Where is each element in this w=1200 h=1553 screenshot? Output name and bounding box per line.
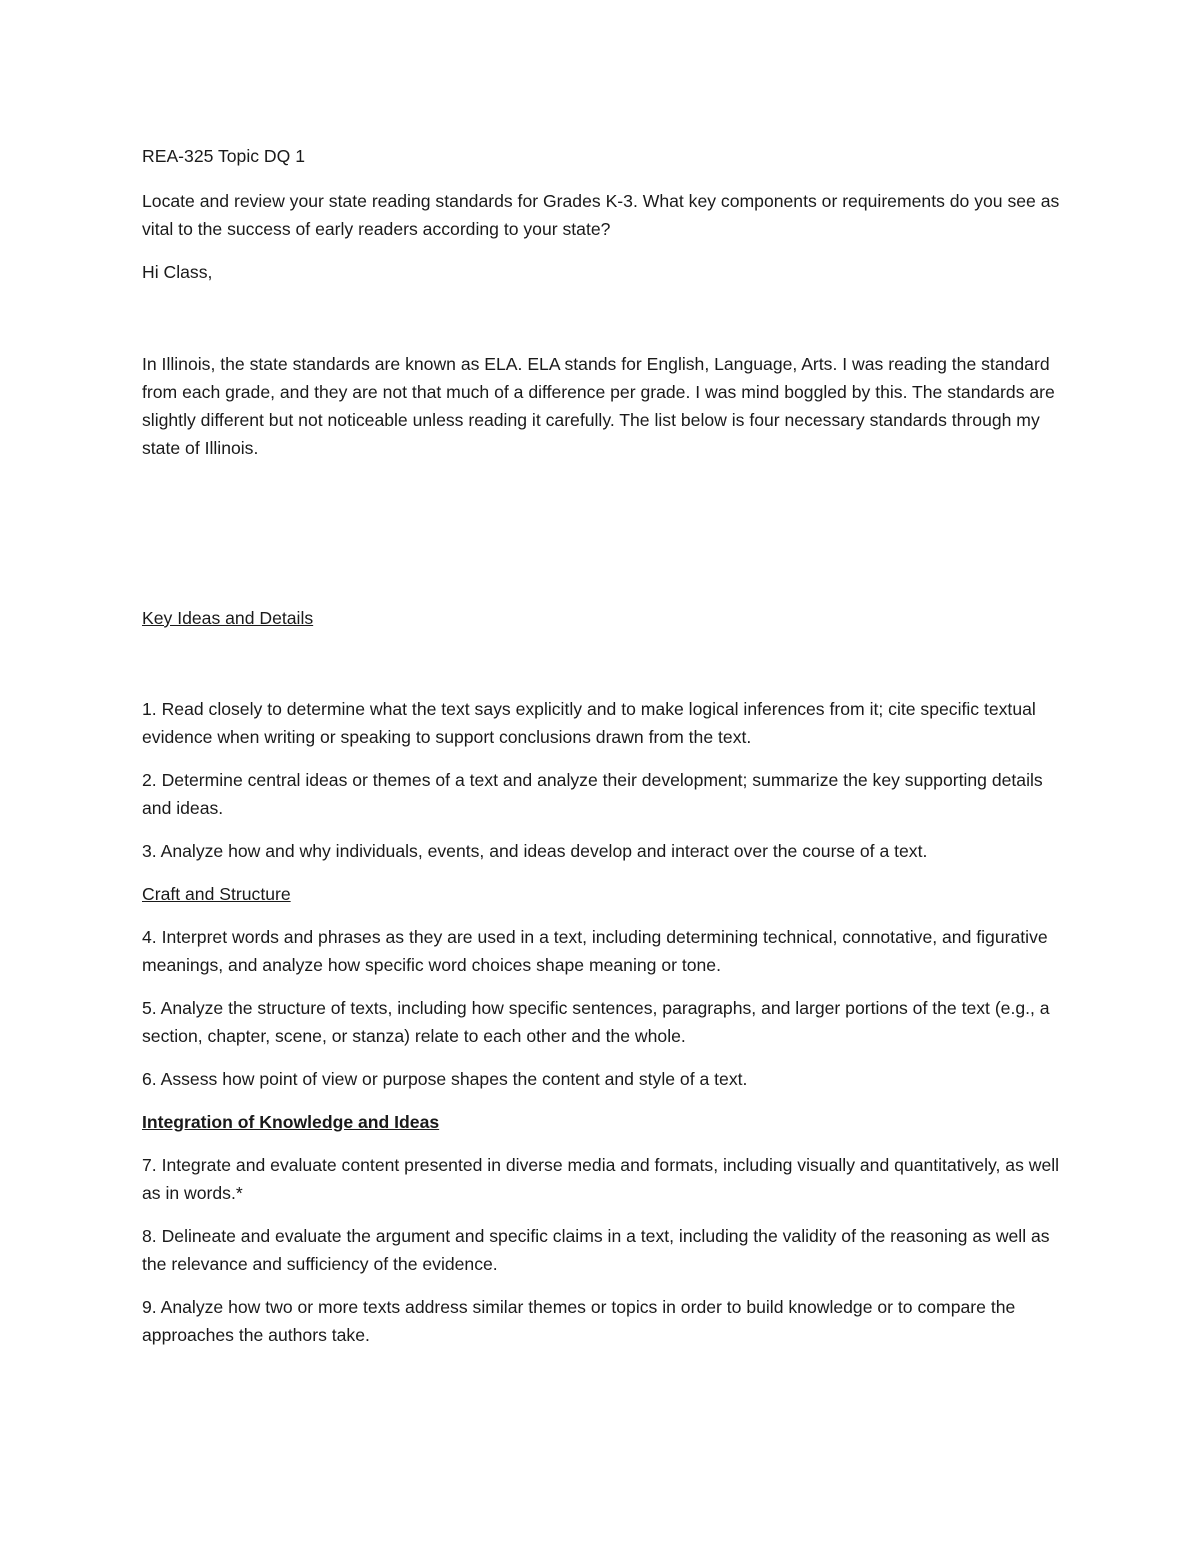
standard-number: 4. <box>142 927 157 947</box>
standard-item-9 <box>142 1293 1067 1349</box>
standard-text: Integrate and evaluate content presented in diverse media and formats, including visually and quantitatively, as well as in words.* <box>142 1155 1060 1203</box>
standard-text: Determine central ideas or themes of a text and analyze their development; summarize the key supporting details and ideas. <box>142 770 1043 818</box>
standard-number: 9. <box>142 1297 157 1317</box>
discussion-prompt: Locate and review your state reading standards for Grades K-3. What key components or requirements do you see as vital to the success of early readers according to your state? <box>142 191 1060 239</box>
standard-number: 7. <box>142 1155 157 1175</box>
standard-text: Assess how point of view or purpose shapes the content and style of a text. <box>156 1069 748 1089</box>
standard-number: 5. <box>142 998 157 1018</box>
section-heading-craft-structure: Craft and Structure <box>142 884 291 904</box>
standard-text: Read closely to determine what the text says explicitly and to make logical inferences from it; cite specific textual evidence when writing or speaking to support conclusions drawn from the text. <box>142 699 1036 747</box>
standard-item-6 <box>142 1065 1067 1093</box>
document-title: REA-325 Topic DQ 1 <box>142 146 305 166</box>
standard-text: Analyze the structure of texts, including how specific sentences, paragraphs, and larger portions of the text (e.g., a section, chapter, scene, or stanza) relate to each other and the whole. <box>142 998 1050 1046</box>
standard-item-3 <box>142 837 1067 865</box>
standard-item-2 <box>142 766 1067 822</box>
standard-number: 6. <box>142 1069 157 1089</box>
standard-text: Analyze how and why individuals, events, and ideas develop and interact over the course of a text. <box>156 841 928 861</box>
standard-item-7 <box>142 1151 1067 1207</box>
standard-item-4 <box>142 923 1067 979</box>
standard-item-1 <box>142 695 1067 751</box>
standard-number: 3. <box>142 841 157 861</box>
section-heading-integration: Integration of Knowledge and Ideas <box>142 1112 440 1132</box>
standard-text: Interpret words and phrases as they are used in a text, including determining technical, connotative, and figurative meanings, and analyze how specific word choices shape meaning or tone. <box>142 927 1048 975</box>
document-body <box>142 142 1067 1364</box>
standard-item-5 <box>142 994 1067 1050</box>
section-heading-key-ideas: Key Ideas and Details <box>142 608 314 628</box>
standard-number: 8. <box>142 1226 157 1246</box>
greeting: Hi Class, <box>142 262 213 282</box>
standard-number: 1. <box>142 699 157 719</box>
standard-item-8 <box>142 1222 1067 1278</box>
intro-paragraph: In Illinois, the state standards are known as ELA. ELA stands for English, Language, Arts. I was reading the standard from each grade, and they are not that much of a difference per grade. I was mind boggled by this. The standards are slightly different but not noticeable unless reading it carefully. The list below is four necessary standards through my state of Illinois. <box>142 354 1055 458</box>
standard-text: Analyze how two or more texts address similar themes or topics in order to build knowledge or to compare the approaches the authors take. <box>142 1297 1016 1345</box>
standard-text: Delineate and evaluate the argument and specific claims in a text, including the validity of the reasoning as well as the relevance and sufficiency of the evidence. <box>142 1226 1050 1274</box>
standard-number: 2. <box>142 770 157 790</box>
